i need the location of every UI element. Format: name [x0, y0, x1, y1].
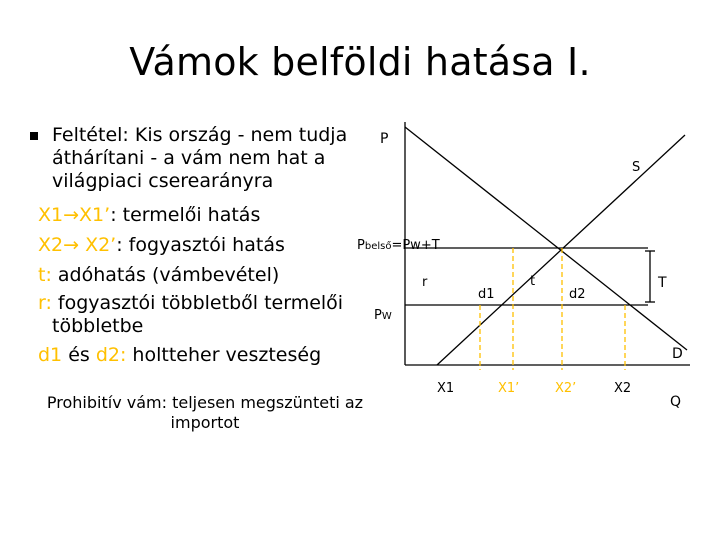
transfer-line-cont: többletbe [52, 315, 144, 337]
area-r-label: r [422, 275, 428, 290]
world-price-label [374, 308, 392, 323]
bullet-condition-line1: Feltétel: Kis ország - nem tudja [52, 124, 348, 146]
d1-label: d1 [38, 344, 63, 366]
arrow-right-icon: → [63, 204, 80, 226]
arrow-right-icon: → [63, 234, 80, 256]
demand-label: D [672, 346, 683, 362]
transfer-text: fogyasztói többletből termelői [51, 292, 344, 314]
domestic-price-p: P [357, 238, 365, 253]
and-text: és [62, 344, 96, 366]
t-label: t: [38, 264, 52, 286]
slide-title: Vámok belföldi hatása I. [129, 40, 591, 84]
x1-prime-label: X1’ [79, 204, 111, 226]
demand-curve [405, 127, 687, 350]
domestic-price-label [357, 238, 440, 253]
world-price-p: P [374, 308, 382, 323]
area-d1-label: d1 [478, 287, 495, 302]
producer-effect-text: : termelői hatás [110, 204, 261, 226]
bullet-condition-line3: világpiaci cserearányra [52, 170, 274, 192]
d2-label: d2: [95, 344, 127, 366]
x2-prime-axis-label: X2’ [555, 381, 577, 396]
deadweight-text: holtteher veszteség [126, 344, 322, 366]
consumer-effect-text: : fogyasztói hatás [116, 234, 285, 256]
axis-label-q: Q [670, 394, 682, 410]
x2-label: X2 [38, 234, 64, 256]
bullet-condition-line2: áthárítani - a vám nem hat a [52, 147, 326, 169]
domestic-price-rest: =Pw+T [391, 238, 440, 253]
x1-label: X1 [38, 204, 64, 226]
x1-prime-axis-label: X1’ [498, 381, 520, 396]
domestic-price-sub: belső [364, 241, 392, 252]
r-label: r: [38, 292, 52, 314]
world-price-sub: W [381, 311, 392, 322]
x2-axis-label: X2 [614, 381, 632, 396]
x1-axis-label: X1 [437, 381, 455, 396]
tax-effect-text: adóhatás (vámbevétel) [51, 264, 280, 286]
note-line1: Prohibitív vám: teljesen megszünteti az [46, 393, 364, 412]
axis-label-p: P [380, 131, 389, 147]
area-t-label: t [530, 274, 536, 289]
area-d2-label: d2 [569, 287, 586, 302]
note-line2: importot [170, 413, 240, 432]
supply-label: S [632, 160, 641, 175]
x2-prime-label: X2’ [79, 234, 117, 256]
tariff-T-label: T [658, 275, 667, 291]
